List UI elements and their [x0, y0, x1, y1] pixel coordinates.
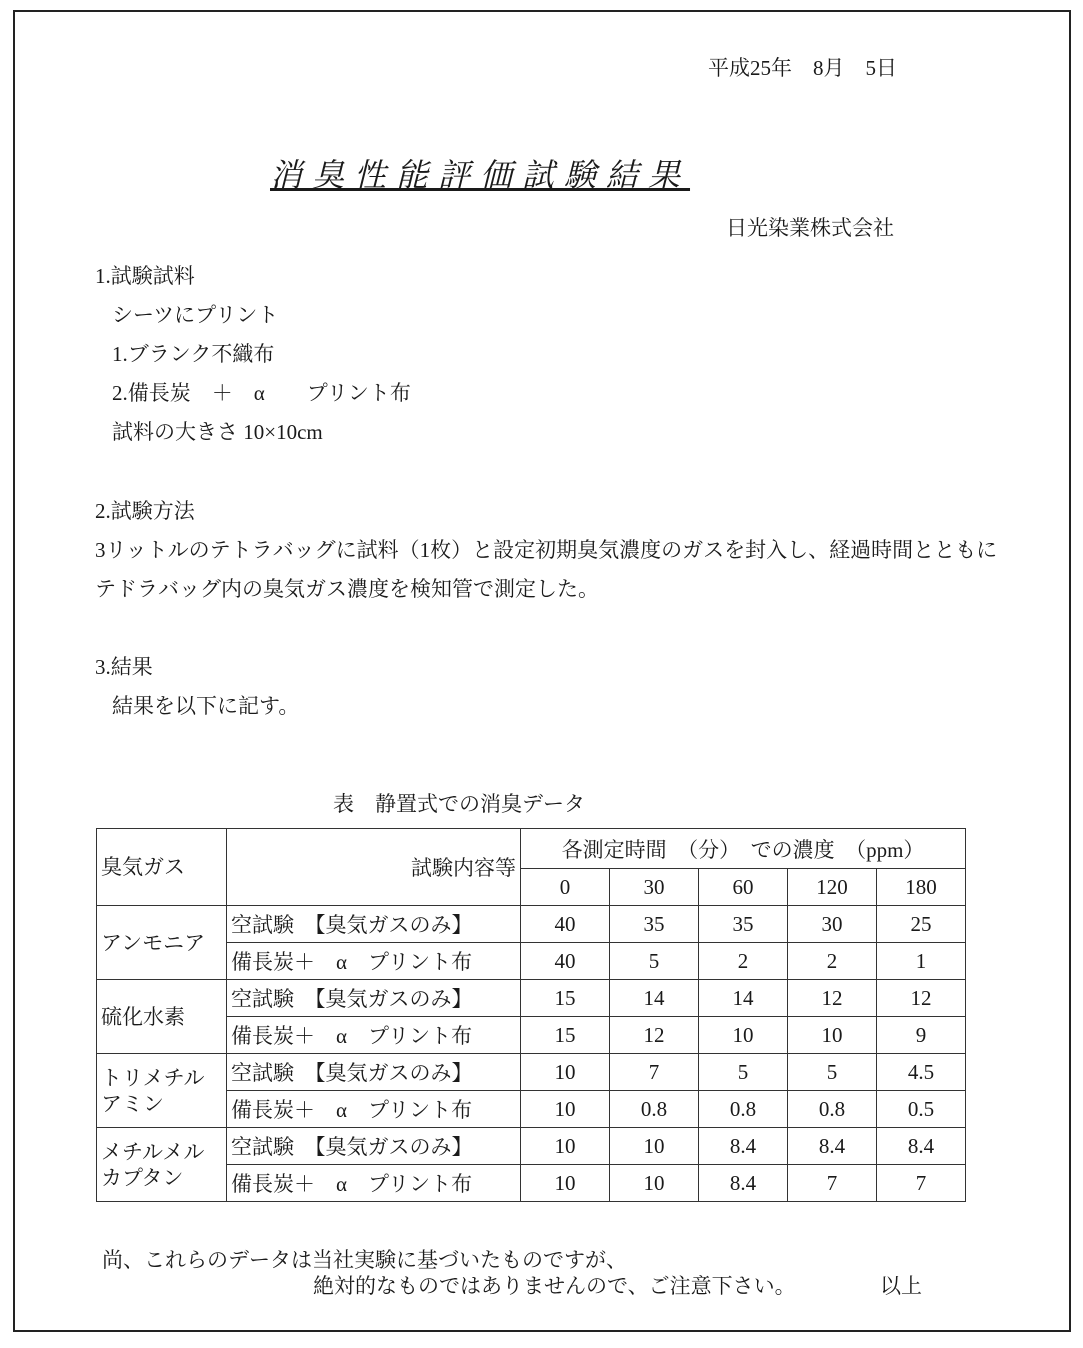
- header-gas: 臭気ガス: [97, 829, 227, 906]
- footer-note-line2: 絶対的なものではありませんので、ご注意下さい。: [313, 1274, 796, 1298]
- company-name: 日光染業株式会社: [726, 216, 894, 240]
- footer-end: 以上: [880, 1274, 922, 1298]
- time-header: 120: [788, 869, 877, 906]
- concentration-value: 15: [521, 980, 610, 1017]
- table-row: [97, 943, 966, 980]
- concentration-value: 15: [521, 1017, 610, 1054]
- time-header: 0: [521, 869, 610, 906]
- concentration-value: 10: [521, 1054, 610, 1091]
- concentration-value: 5: [788, 1054, 877, 1091]
- test-condition: 備長炭＋ α プリント布: [227, 1165, 521, 1202]
- table-row: [97, 1017, 966, 1054]
- concentration-value: 35: [699, 906, 788, 943]
- test-condition: 空試験 【臭気ガスのみ】: [227, 1128, 521, 1165]
- concentration-value: 4.5: [877, 1054, 966, 1091]
- concentration-value: 2: [699, 943, 788, 980]
- table-row: [97, 1091, 966, 1128]
- section1-line: 2.備長炭 ＋ α プリント布: [112, 381, 411, 405]
- test-condition: 空試験 【臭気ガスのみ】: [227, 980, 521, 1017]
- concentration-value: 7: [788, 1165, 877, 1202]
- concentration-value: 8.4: [699, 1128, 788, 1165]
- concentration-value: 14: [610, 980, 699, 1017]
- deodorant-data-table: [96, 828, 966, 1202]
- test-condition: 備長炭＋ α プリント布: [227, 943, 521, 980]
- test-condition: 備長炭＋ α プリント布: [227, 1017, 521, 1054]
- concentration-value: 5: [699, 1054, 788, 1091]
- gas-name: メチルメルカプタン: [97, 1128, 227, 1202]
- concentration-value: 5: [610, 943, 699, 980]
- concentration-value: 1: [877, 943, 966, 980]
- section2-line: テドラバッグ内の臭気ガス濃度を検知管で測定した。: [95, 577, 599, 601]
- concentration-value: 12: [877, 980, 966, 1017]
- concentration-value: 14: [699, 980, 788, 1017]
- concentration-value: 0.8: [699, 1091, 788, 1128]
- time-header: 60: [699, 869, 788, 906]
- concentration-value: 8.4: [699, 1165, 788, 1202]
- table-row: [97, 1165, 966, 1202]
- document-date: 平成25年 8月 5日: [708, 56, 897, 80]
- concentration-value: 40: [521, 906, 610, 943]
- document-title: 消臭性能評価試験結果: [270, 157, 691, 193]
- section3-heading: 3.結果: [95, 655, 153, 679]
- table-header-row: [97, 829, 966, 869]
- concentration-value: 2: [788, 943, 877, 980]
- concentration-value: 8.4: [877, 1128, 966, 1165]
- time-header: 30: [610, 869, 699, 906]
- concentration-value: 10: [521, 1091, 610, 1128]
- table-row: [97, 906, 966, 943]
- concentration-value: 25: [877, 906, 966, 943]
- concentration-value: 10: [788, 1017, 877, 1054]
- header-content: 試験内容等: [227, 829, 521, 906]
- concentration-value: 10: [610, 1165, 699, 1202]
- concentration-value: 10: [521, 1128, 610, 1165]
- section2-heading: 2.試験方法: [95, 499, 195, 523]
- concentration-value: 0.8: [788, 1091, 877, 1128]
- concentration-value: 12: [610, 1017, 699, 1054]
- concentration-value: 7: [610, 1054, 699, 1091]
- concentration-value: 7: [877, 1165, 966, 1202]
- table-caption: 表 静置式での消臭データ: [333, 792, 585, 816]
- test-condition: 空試験 【臭気ガスのみ】: [227, 1054, 521, 1091]
- section1-line: 1.ブランク不織布: [112, 342, 275, 366]
- section2-line: 3リットルのテトラバッグに試料（1枚）と設定初期臭気濃度のガスを封入し、経過時間とともに: [95, 538, 998, 562]
- concentration-value: 8.4: [788, 1128, 877, 1165]
- concentration-value: 10: [521, 1165, 610, 1202]
- test-condition: 空試験 【臭気ガスのみ】: [227, 906, 521, 943]
- table-row: [97, 1128, 966, 1165]
- gas-name: アンモニア: [97, 906, 227, 980]
- time-header: 180: [877, 869, 966, 906]
- concentration-value: 9: [877, 1017, 966, 1054]
- gas-name: 硫化水素: [97, 980, 227, 1054]
- section1-line: シーツにプリント: [112, 303, 279, 327]
- concentration-value: 0.8: [610, 1091, 699, 1128]
- concentration-value: 30: [788, 906, 877, 943]
- gas-name: トリメチルアミン: [97, 1054, 227, 1128]
- concentration-value: 0.5: [877, 1091, 966, 1128]
- table-row: [97, 1054, 966, 1091]
- footer-note-line1: 尚、これらのデータは当社実験に基づいたものですが、: [102, 1248, 627, 1272]
- table-row: [97, 980, 966, 1017]
- concentration-value: 10: [610, 1128, 699, 1165]
- concentration-value: 40: [521, 943, 610, 980]
- concentration-value: 35: [610, 906, 699, 943]
- test-condition: 備長炭＋ α プリント布: [227, 1091, 521, 1128]
- concentration-value: 12: [788, 980, 877, 1017]
- section1-line: 試料の大きさ 10×10cm: [112, 420, 323, 444]
- section1-heading: 1.試験試料: [95, 264, 195, 288]
- concentration-value: 10: [699, 1017, 788, 1054]
- section3-line: 結果を以下に記す。: [112, 694, 300, 718]
- header-time: 各測定時間 （分） での濃度 （ppm）: [521, 829, 966, 869]
